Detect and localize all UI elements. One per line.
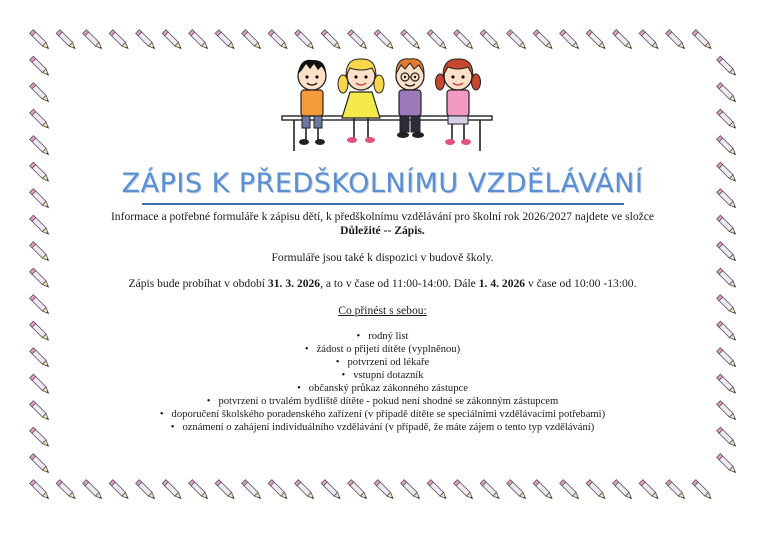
pencil-icon [666, 480, 687, 501]
children-illustration [280, 52, 495, 152]
forms-note: Formuláře jsou také k dispozici v budově školy. [271, 251, 494, 264]
pencil-icon [717, 268, 738, 289]
pencil-icon [533, 480, 554, 501]
boy-figure-1 [298, 60, 326, 145]
pencil-icon [295, 480, 316, 501]
pencil-icon [30, 374, 51, 395]
pencil-icon [30, 348, 51, 369]
intro-text: Informace a potřebné formuláře k zápisu dětí, k předškolnímu vzdělávání pro školní rok 2026/2027 najdete ve složce [110, 210, 655, 223]
pencil-icon [480, 30, 501, 51]
bring-list [60, 330, 705, 434]
pencil-icon [401, 30, 422, 51]
pencil-icon [242, 30, 263, 51]
pencil-icon [717, 348, 738, 369]
pencil-icon [401, 480, 422, 501]
list-item: • občanský průkaz zákonného zástupce [60, 382, 705, 395]
pencil-icon [83, 480, 104, 501]
pencil-icon [586, 480, 607, 501]
pencil-icon [717, 374, 738, 395]
pencil-icon [321, 30, 342, 51]
girl-figure-1 [338, 59, 384, 143]
pencil-icon [586, 30, 607, 51]
pencil-icon [56, 30, 77, 51]
pencil-icon [30, 427, 51, 448]
pencil-icon [560, 480, 581, 501]
pencil-icon [189, 480, 210, 501]
pencil-icon [30, 268, 51, 289]
list-item: • rodný list [60, 330, 705, 343]
pencil-icon [613, 480, 634, 501]
pencil-icon [30, 109, 51, 130]
pencil-icon [30, 30, 51, 51]
pencil-icon [717, 83, 738, 104]
list-item: • žádost o přijetí dítěte (vyplněnou) [60, 343, 705, 356]
folder-name: Důležité -- Zápis. [340, 224, 425, 237]
pencil-icon [136, 30, 157, 51]
pencil-icon [717, 401, 738, 422]
pencil-icon [717, 215, 738, 236]
pencil-icon [162, 30, 183, 51]
pencil-icon [427, 30, 448, 51]
pencil-icon [374, 30, 395, 51]
pencil-icon [717, 454, 738, 475]
pencil-icon [560, 30, 581, 51]
pencil-icon [692, 30, 713, 51]
pencil-icon [30, 401, 51, 422]
list-item: • oznámení o zahájení individuálního vzdělávání (v případě, že máte zájem o tento typ vzdělávání) [60, 421, 705, 434]
pencil-icon [109, 480, 130, 501]
pencil-icon [30, 480, 51, 501]
pencil-icon [717, 242, 738, 263]
list-item: • vstupní dotazník [60, 369, 705, 382]
pencil-icon [666, 30, 687, 51]
pencil-icon [295, 30, 316, 51]
pencil-icon [717, 56, 738, 77]
pencil-icon [717, 427, 738, 448]
pencil-icon [507, 30, 528, 51]
pencil-icon [454, 30, 475, 51]
girl-figure-2 [436, 59, 481, 145]
pencil-icon [717, 295, 738, 316]
pencil-icon [480, 480, 501, 501]
pencil-icon [109, 30, 130, 51]
pencil-icon [454, 480, 475, 501]
pencil-icon [507, 480, 528, 501]
pencil-icon [30, 56, 51, 77]
pencil-icon [268, 480, 289, 501]
pencil-icon [242, 480, 263, 501]
page-title: ZÁPIS K PŘEDŠKOLNÍMU VZDĚLÁVÁNÍ [121, 168, 644, 199]
pencil-icon [30, 215, 51, 236]
pencil-icon [30, 321, 51, 342]
pencil-icon [189, 30, 210, 51]
pencil-icon [162, 480, 183, 501]
pencil-icon [717, 321, 738, 342]
pencil-icon [321, 480, 342, 501]
pencil-icon [136, 480, 157, 501]
pencil-icon [30, 295, 51, 316]
bring-title: Co přinést s sebou: [338, 304, 427, 317]
pencil-icon [83, 30, 104, 51]
boy-figure-2 [396, 59, 424, 138]
pencil-icon [533, 30, 554, 51]
pencil-icon [30, 83, 51, 104]
pencil-icon [639, 30, 660, 51]
pencil-icon [30, 136, 51, 157]
pencil-icon [374, 480, 395, 501]
pencil-icon [613, 30, 634, 51]
pencil-icon [717, 109, 738, 130]
list-item: • potvrzení o trvalém bydliště dítěte - pokud není shodné se zákonným zástupcem [60, 395, 705, 408]
list-item: • potvrzení od lékaře [60, 356, 705, 369]
pencil-icon [30, 454, 51, 475]
pencil-icon [30, 242, 51, 263]
pencil-icon [639, 480, 660, 501]
pencil-icon [717, 136, 738, 157]
pencil-icon [215, 30, 236, 51]
pencil-icon [348, 480, 369, 501]
pencil-icon [692, 480, 713, 501]
list-item: • doporučení školského poradenského zařízení (v případě dítěte se speciálními vzdělávacími potřebami) [60, 408, 705, 421]
title-underline [142, 203, 624, 205]
pencil-icon [215, 480, 236, 501]
pencil-icon [268, 30, 289, 51]
pencil-icon [348, 30, 369, 51]
pencil-icon [427, 480, 448, 501]
schedule-text: Zápis bude probíhat v období 31. 3. 2026, a to v čase od 11:00-14:00. Dále 1. 4. 2026 v čase od 10:00 -13:00. [128, 277, 637, 290]
pencil-icon [56, 480, 77, 501]
